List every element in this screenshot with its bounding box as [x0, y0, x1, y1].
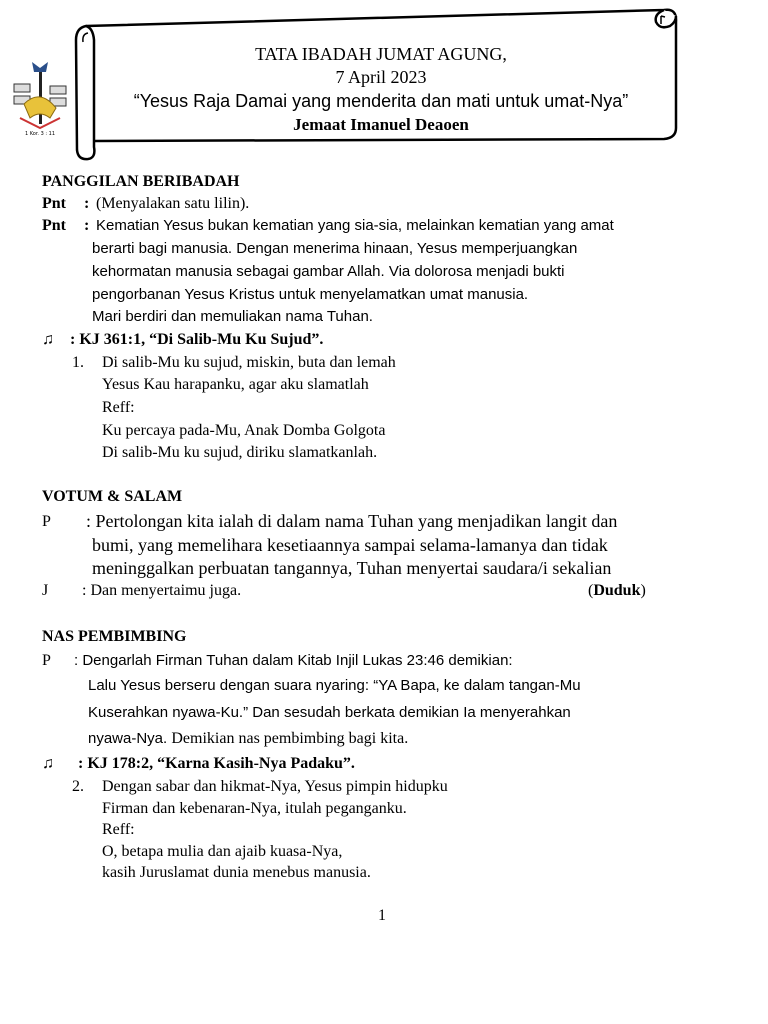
colon: :: [84, 217, 90, 234]
music-note-icon: ♫: [42, 755, 54, 772]
nas-line: Lalu Yesus berseru dengan suara nyaring: “YA Bapa, ke dalam tangan-Mu: [88, 677, 581, 694]
document-date: 7 April 2023: [335, 67, 427, 87]
nas-line: : Dengarlah Firman Tuhan dalam Kitab Injil Lukas 23:46 demikian:: [74, 652, 513, 669]
document-title: TATA IBADAH JUMAT AGUNG,: [255, 44, 507, 64]
pnt-text-line: Mari berdiri dan memuliakan nama Tuhan.: [92, 308, 373, 325]
music-note-icon: ♫: [42, 331, 54, 348]
pnt-instruction: (Menyalakan satu lilin).: [96, 195, 250, 212]
p-label: P: [42, 513, 51, 530]
verse-line: O, betapa mulia dan ajaib kuasa-Nya,: [102, 843, 343, 860]
verse-line: Di salib-Mu ku sujud, miskin, buta dan lemah: [102, 354, 396, 371]
verse-line: Yesus Kau harapanku, agar aku slamatlah: [102, 376, 369, 393]
heading-nas: NAS PEMBIMBING: [42, 628, 187, 645]
pnt-text-line: Kematian Yesus bukan kematian yang sia-sia, melainkan kematian yang amat: [96, 217, 614, 234]
verse-line: Reff:: [102, 399, 135, 416]
verse-line: Dengan sabar dan hikmat-Nya, Yesus pimpin hidupku: [102, 778, 448, 795]
heading-votum: VOTUM & SALAM: [42, 488, 183, 505]
verse-number: 2.: [72, 778, 84, 795]
pnt-text-line: kehormatan manusia sebagai gambar Allah. Via dolorosa menjadi bukti: [92, 263, 565, 280]
verse-line: Di salib-Mu ku sujud, diriku slamatkanlah.: [102, 444, 378, 461]
page-number: 1: [378, 907, 386, 924]
nas-line: Kuserahkan nyawa-Ku.” Dan sesudah berkata demikian Ia menyerahkan: [88, 704, 571, 721]
verse-number: 1.: [72, 354, 84, 371]
votum-line: : Pertolongan kita ialah di dalam nama Tuhan yang menjadikan langit dan: [86, 511, 618, 531]
votum-line: meninggalkan perbuatan tangannya, Tuhan menyertai saudara/i sekalian: [92, 558, 612, 578]
instruction-note: (Duduk): [588, 582, 646, 599]
pnt-label: Pnt: [42, 195, 66, 212]
j-response: : Dan menyertaimu juga.: [82, 582, 242, 599]
document-theme: “Yesus Raja Damai yang menderita dan mati untuk umat-Nya”: [133, 91, 629, 111]
song-title: : KJ 361:1, “Di Salib-Mu Ku Sujud”.: [70, 331, 324, 348]
church-logo: [10, 58, 70, 138]
svg-text:1 Kor. 3 : 11: 1 Kor. 3 : 11: [24, 131, 56, 137]
pnt-text-line: berarti bagi manusia. Dengan menerima hinaan, Yesus memperjuangkan: [92, 240, 578, 257]
nas-line: nyawa-Nya. Demikian nas pembimbing bagi kita.: [88, 730, 409, 747]
j-label: J: [42, 582, 49, 599]
colon: :: [84, 195, 90, 212]
verse-line: kasih Juruslamat dunia menebus manusia.: [102, 864, 371, 881]
pnt-label: Pnt: [42, 217, 66, 234]
heading-panggilan: PANGGILAN BERIBADAH: [42, 173, 240, 190]
verse-line: Reff:: [102, 821, 135, 838]
p-label: P: [42, 652, 51, 669]
verse-line: Firman dan kebenaran-Nya, itulah peganganku.: [102, 800, 407, 817]
pnt-text-line: pengorbanan Yesus Kristus untuk menyelamatkan umat manusia.: [92, 286, 529, 303]
congregation-name: Jemaat Imanuel Deaoen: [293, 115, 469, 134]
votum-line: bumi, yang memelihara kesetiaannya sampai selama-lamanya dan tidak: [92, 535, 608, 555]
song-title: : KJ 178:2, “Karna Kasih-Nya Padaku”.: [78, 755, 355, 772]
verse-line: Ku percaya pada-Mu, Anak Domba Golgota: [102, 422, 386, 439]
